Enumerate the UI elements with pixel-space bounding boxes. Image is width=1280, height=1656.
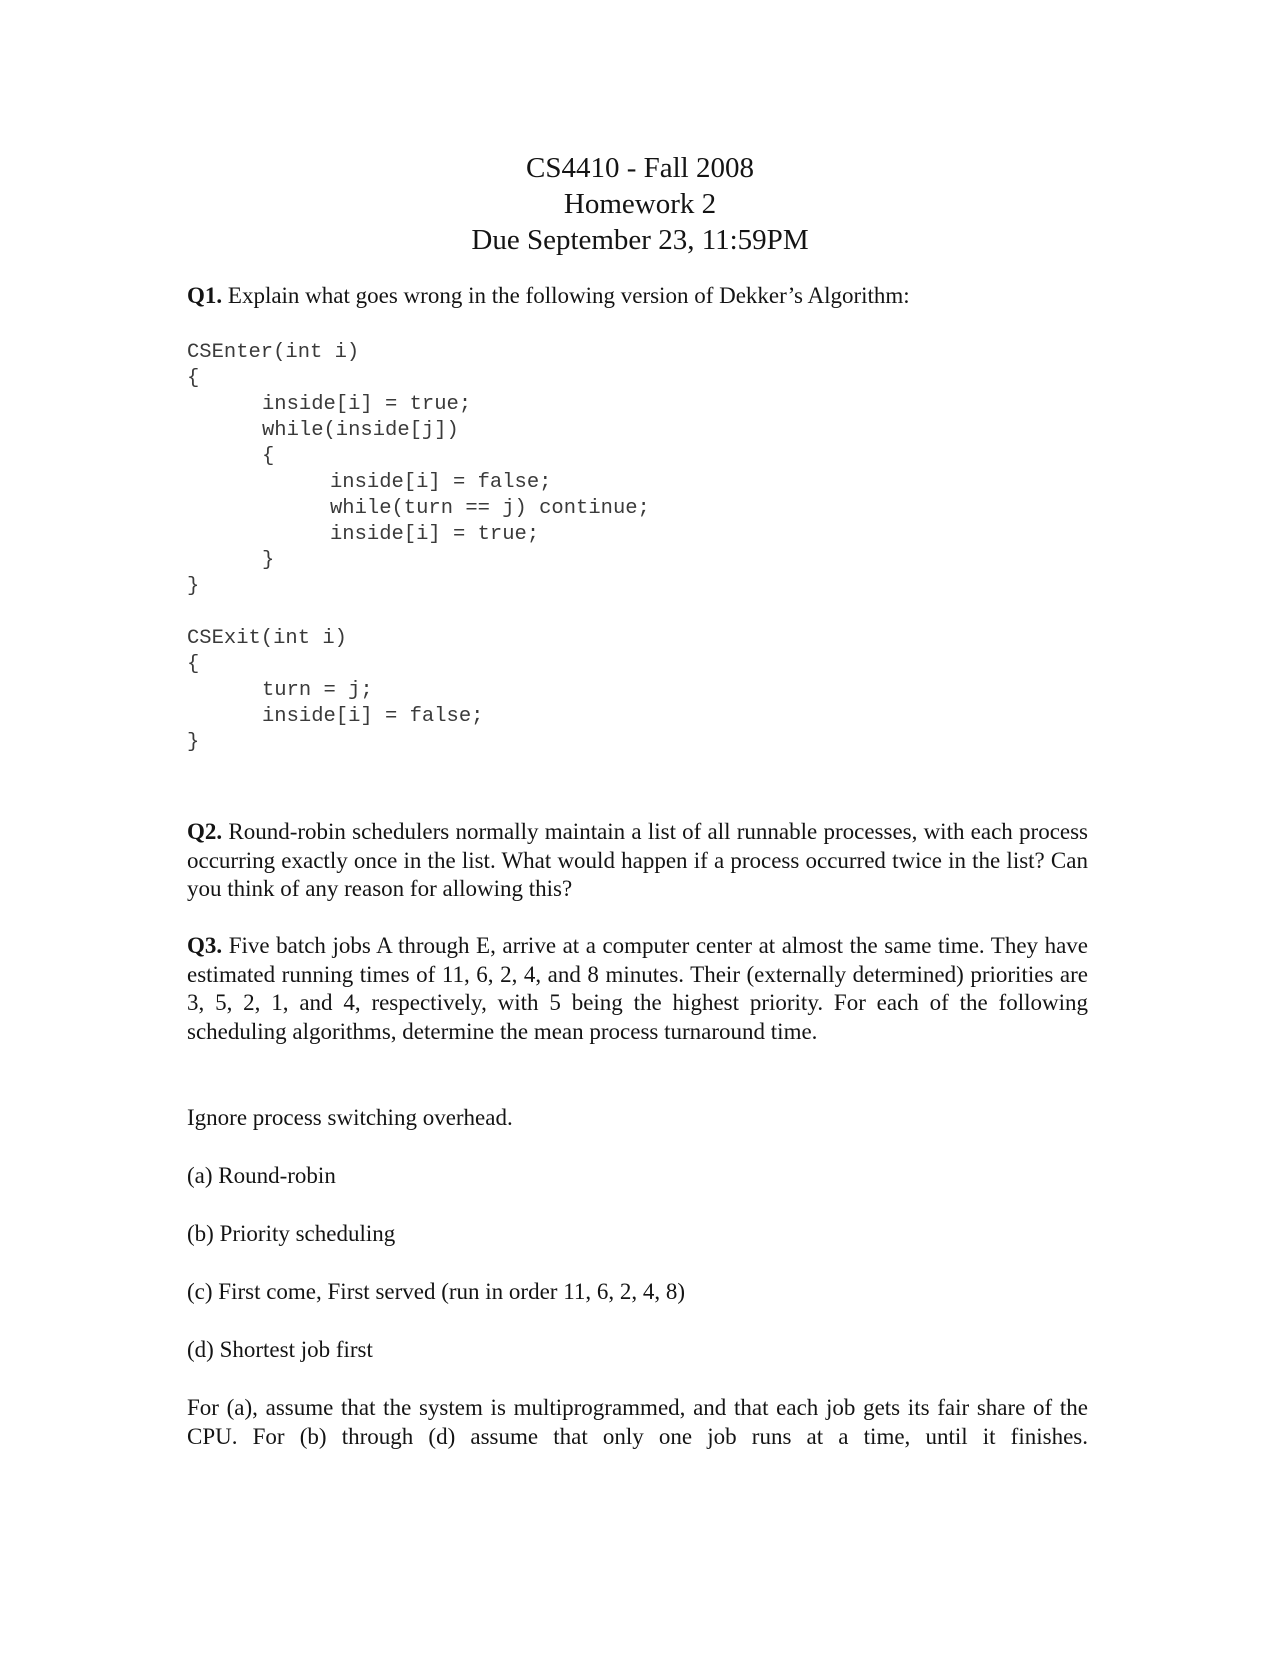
code-line: } [187,575,200,598]
code-line: } [262,549,275,572]
q3-text: Five batch jobs A through E, arrive at a computer center at almost the same time. They have estimated running times of 11, 6, 2, 4, and 8 minutes. Their (externally determined) priorities are 3, 5, 2, 1, and 4, respectively, with 5 being the highest priority. For each of the following scheduling algorithms, determine the mean process turnaround time. [187,933,1088,1044]
code-line: { [187,367,200,390]
code-line: inside[i] = true; [262,393,472,416]
q3-option-d: (d) Shortest job first [187,1337,373,1362]
homework-title: Homework 2 [563,188,717,220]
q2-label: Q2. [187,819,223,844]
due-date: Due September 23, 11:59PM [471,224,809,256]
code-line: turn = j; [262,679,373,702]
code-line: CSExit(int i) [187,627,347,650]
q2-text: Round-robin schedulers normally maintain a list of all runnable processes, with each process occurring exactly once in the list. What would happen if a process occurred twice in the list? Can you think of any reason for allowing this? [187,819,1089,901]
q1-label: Q1. [187,283,223,308]
code-line: { [187,653,200,676]
code-line: inside[i] = false; [330,471,552,494]
q1-prompt [187,282,1088,311]
course-title: CS4410 - Fall 2008 [526,152,754,184]
q3-label: Q3. [187,933,223,958]
q1-text: Explain what goes wrong in the following version of Dekker’s Algorithm: [227,283,910,308]
code-line: while(inside[j]) [262,419,459,442]
code-line: while(turn == j) continue; [330,497,650,520]
code-line: CSEnter(int i) [187,341,360,364]
q3-prompt [187,932,1088,1046]
code-line: { [262,445,275,468]
q3-option-b: (b) Priority scheduling [187,1221,396,1246]
q3-option-c: (c) First come, First served (run in order 11, 6, 2, 4, 8) [187,1279,686,1304]
q2-prompt [187,818,1088,904]
code-line: inside[i] = true; [330,523,540,546]
code-line: inside[i] = false; [262,705,484,728]
code-line: } [187,731,200,754]
q3-option-a: (a) Round-robin [187,1163,336,1188]
q3-closing: For (a), assume that the system is multiprogrammed, and that each job gets its fair share of the CPU. For (b) through (d) assume that only one job runs at a time, until it finishes. [187,1395,1088,1449]
q3-note: Ignore process switching overhead. [187,1105,513,1130]
